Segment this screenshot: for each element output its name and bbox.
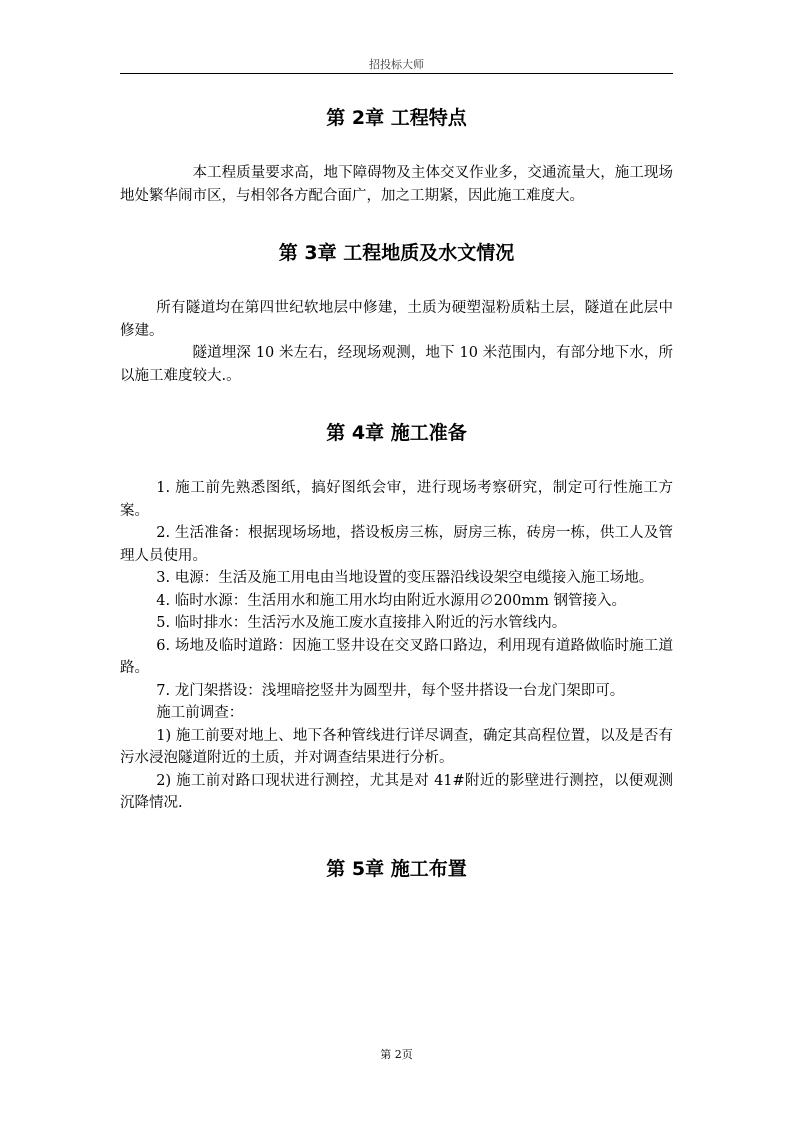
chapter-2-paragraph: 本工程质量要求高，地下障碍物及主体交叉作业多，交通流量大，施工现场地处繁华闹市区，与相邻各方配合面广，加之工期紧，因此施工难度大。 xyxy=(120,165,673,204)
chapter-4-item: 1. 施工前先熟悉图纸，搞好图纸会审，进行现场考察研究，制定可行性施工方案。 xyxy=(120,480,673,519)
chapter-3-title: 第 3章 工程地质及水文情况 xyxy=(278,242,515,264)
document-body xyxy=(120,100,673,887)
chapter-4-subheading: 施工前调查： xyxy=(156,705,244,721)
chapter-4-item: 4. 临时水源：生活用水和施工用水均由附近水源用∅200mm 钢管接入。 xyxy=(156,592,626,609)
chapter-4-item: 5. 临时排水：生活污水及施工废水直接排入附近的污水管线内。 xyxy=(156,615,567,631)
chapter-4-item: 1) 施工前要对地上、地下各种管线进行详尽调查，确定其高程位置，以及是否有污水浸泡隧道附近的土质，并对调查结果进行分析。 xyxy=(120,727,673,766)
chapter-4-title: 第 4章 施工准备 xyxy=(326,422,467,444)
page-header: 招投标大师 xyxy=(369,58,424,71)
chapter-4-item: 2. 生活准备：根据现场场地，搭设板房三栋，厨房三栋，砖房一栋，供工人及管理人员使用。 xyxy=(120,525,673,564)
chapter-4-item: 7. 龙门架搭设：浅埋暗挖竖井为圆型井，每个竖井搭设一台龙门架即可。 xyxy=(156,682,625,699)
chapter-2-title: 第 2章 工程特点 xyxy=(326,107,467,129)
page-number: 第 2页 xyxy=(380,1048,413,1061)
chapter-3-paragraph: 隧道埋深 10 米左右，经现场观测，地下 10 米范围内，有部分地下水，所以施工难度较大.。 xyxy=(120,345,673,384)
chapter-3-paragraph: 所有隧道均在第四世纪软地层中修建，土质为硬塑湿粉质粘土层，隧道在此层中修建。 xyxy=(120,300,673,339)
chapter-4-item: 6. 场地及临时道路：因施工竖井设在交叉路口路边，利用现有道路做临时施工道路。 xyxy=(120,637,673,676)
header-divider xyxy=(120,73,673,74)
chapter-4-item: 2) 施工前对路口现状进行测控，尤其是对 41#附近的影壁进行测控，以便观测沉降情况. xyxy=(120,772,673,811)
chapter-4-item: 3. 电源：生活及施工用电由当地设置的变压器沿线设架空电缆接入施工场地。 xyxy=(156,570,654,586)
chapter-5-title: 第 5章 施工布置 xyxy=(326,857,467,880)
